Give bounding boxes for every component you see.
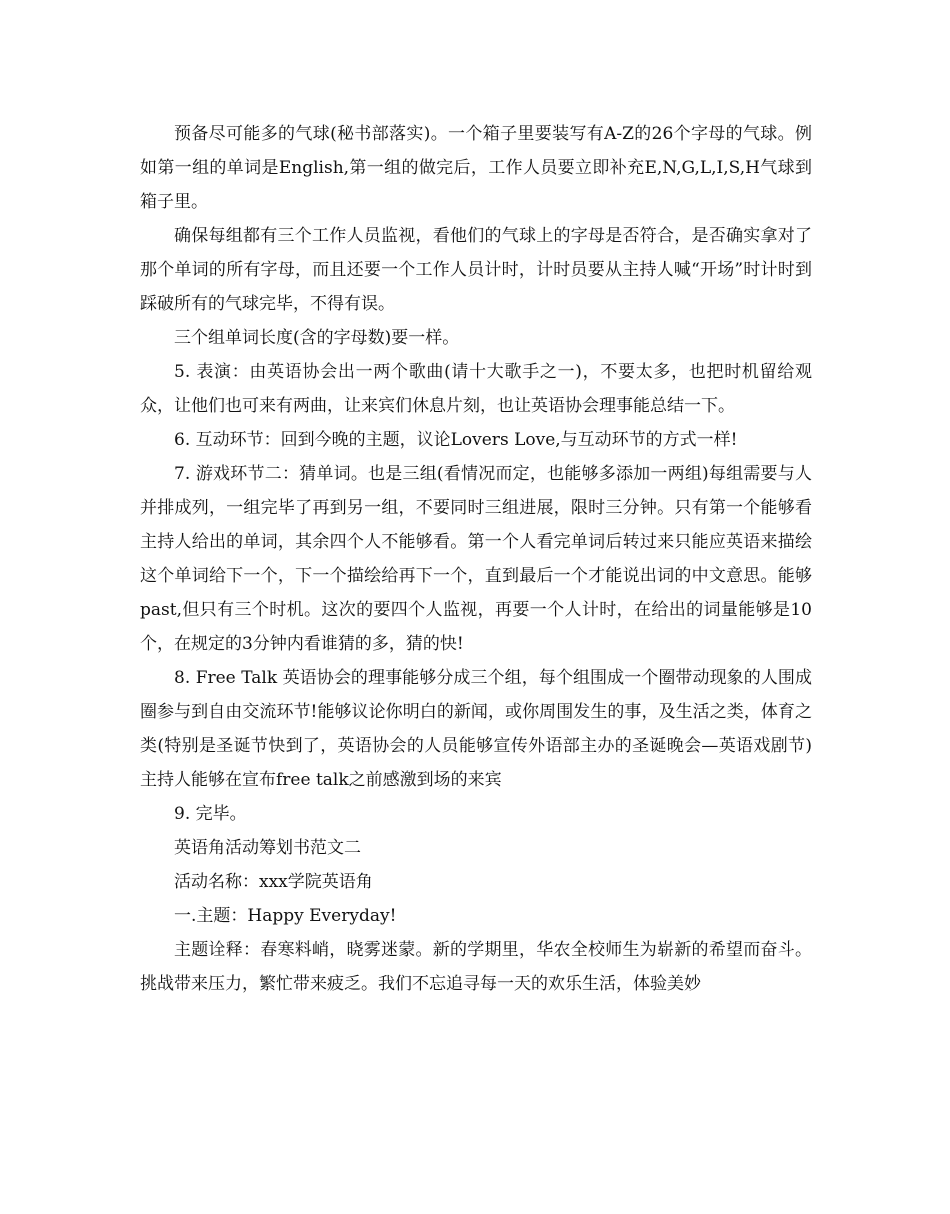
paragraph-activity-name: 活动名称：xxx学院英语角: [174, 872, 373, 892]
paragraph-item-6-interaction: 6. 互动环节：回到今晚的主题，议论Lovers Love,与互动环节的方式一样!: [174, 430, 738, 450]
paragraph-item-8-free-talk: 8. Free Talk 英语协会的理事能够分成三个组，每个组围成一个圈带动现象的人围成圈参与到自由交流环节!能够议论你明白的新闻，或你周围发生的事，及生活之类，体育之类(特别是圣诞节快到了，英语协会的人员能够宣传外语部主办的圣诞晚会—英语戏剧节)主持人能够在宣布free talk之前感激到场的来宾: [140, 668, 812, 790]
section-heading-sample-two: 英语角活动筹划书范文二: [174, 838, 361, 858]
paragraph-balloon-prep: 预备尽可能多的气球(秘书部落实)。一个箱子里要装写有A-Z的26个字母的气球。例如第一组的单词是English,第一组的做完后，工作人员要立即补充E,N,G,L,I,S,H气球到箱子里。: [140, 124, 812, 212]
paragraph-theme-explanation: 主题诠释：春寒料峭，晓雾迷蒙。新的学期里，华农全校师生为崭新的希望而奋斗。挑战带来压力，繁忙带来疲乏。我们不忘追寻每一天的欢乐生活，体验美妙: [140, 940, 812, 994]
paragraph-word-length: 三个组单词长度(含的字母数)要一样。: [174, 328, 460, 348]
paragraph-item-9-end: 9. 完毕。: [174, 804, 247, 824]
paragraph-item-5-performance: 5. 表演：由英语协会出一两个歌曲(请十大歌手之一)，不要太多，也把时机留给观众，让他们也可来有两曲，让来宾们休息片刻，也让英语协会理事能总结一下。: [140, 362, 812, 416]
paragraph-item-7-word-game: 7. 游戏环节二：猜单词。也是三组(看情况而定，也能够多添加一两组)每组需要与人并排成列，一组完毕了再到另一组，不要同时三组进展，限时三分钟。只有第一个能够看主持人给出的单词，其余四个人不能够看。第一个人看完单词后转过来只能应英语来描绘这个单词给下一个，下一个描绘给再下一个，直到最后一个才能说出词的中文意思。能够past,但只有三个时机。这次的要四个人监视，再要一个人计时，在给出的词量能够是10个，在规定的3分钟内看谁猜的多，猜的快!: [140, 464, 812, 654]
document-body: [140, 117, 812, 1001]
paragraph-theme: 一.主题：Happy Everyday!: [174, 906, 397, 926]
paragraph-staff-supervision: 确保每组都有三个工作人员监视，看他们的气球上的字母是否符合，是否确实拿对了那个单词的所有字母，而且还要一个工作人员计时，计时员要从主持人喊“开场”时计时到踩破所有的气球完毕，不得有误。: [140, 226, 812, 314]
